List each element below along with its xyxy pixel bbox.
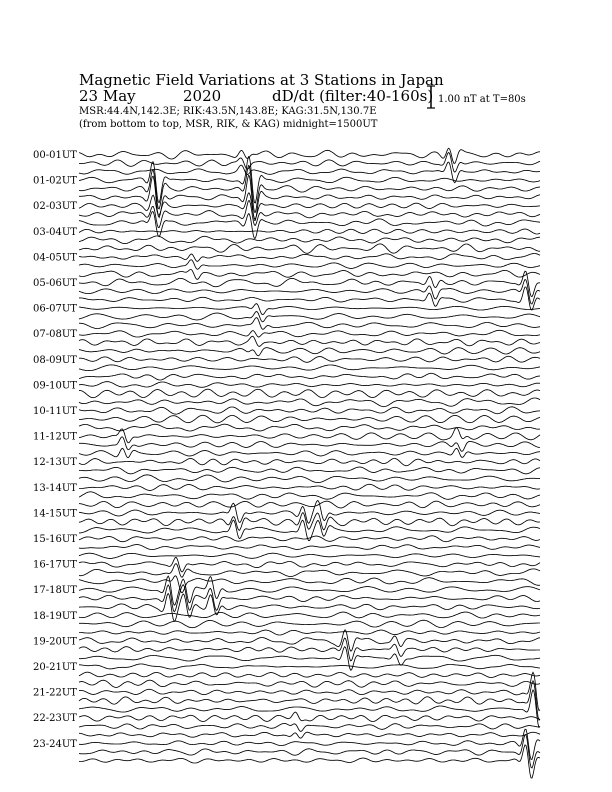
trace-msr (79, 501, 540, 508)
trace-msr (79, 373, 540, 380)
trace-kag (79, 254, 540, 262)
trace-kag (79, 484, 540, 490)
hour-label: 17-18UT (33, 585, 77, 597)
trace-rik (79, 681, 540, 720)
hour-label: 00-01UT (33, 150, 77, 161)
trace-msr (79, 398, 540, 407)
trace-kag (79, 304, 540, 315)
trace-rik (79, 545, 540, 550)
trace-msr (79, 244, 540, 253)
hour-label: 18-19UT (33, 610, 77, 622)
trace-rik (79, 585, 540, 612)
trace-group (79, 148, 540, 778)
hour-label: 21-22UT (33, 687, 77, 699)
chart-stations: MSR:44.4N,142.3E; RIK:43.5N,143.8E; KAG:31.5N,130.7E (79, 106, 377, 117)
trace-msr (79, 318, 540, 330)
trace-kag (79, 459, 540, 466)
trace-rik (79, 723, 540, 731)
trace-rik (79, 467, 540, 474)
hour-label: 05-06UT (33, 278, 77, 289)
trace-rik (79, 492, 540, 500)
scale-bar (427, 86, 526, 108)
trace-kag (79, 672, 540, 710)
chart-date: 23 May (79, 87, 136, 105)
trace-rik (79, 365, 540, 371)
trace-rik (79, 415, 540, 423)
trace-kag (79, 712, 540, 722)
hour-label: 03-04UT (33, 226, 77, 238)
trace-rik (79, 336, 540, 346)
trace-rik (79, 564, 540, 578)
trace-rik (79, 201, 540, 228)
hour-label: 19-20UT (33, 636, 77, 648)
trace-rik (79, 312, 540, 322)
trace-kag (79, 229, 540, 234)
hour-label: 20-21UT (33, 662, 77, 673)
trace-msr (79, 745, 540, 778)
trace-msr (79, 680, 540, 687)
chart-title: Magnetic Field Variations at 3 Stations in Japan (79, 71, 444, 89)
hour-label: 13-14UT (33, 482, 77, 494)
hour-label: 04-05UT (33, 252, 77, 264)
trace-kag (79, 382, 540, 388)
hour-label: 06-07UT (33, 303, 77, 315)
trace-msr (79, 732, 540, 738)
trace-msr (79, 475, 540, 483)
hour-label: 07-08UT (33, 329, 77, 341)
trace-msr (79, 270, 540, 280)
trace-msr (79, 553, 540, 558)
trace-rik (79, 437, 540, 452)
hour-label: 08-09UT (33, 354, 77, 366)
trace-msr (79, 348, 540, 356)
trace-kag (79, 356, 540, 362)
trace-kag (79, 407, 540, 414)
trace-rik (79, 620, 540, 628)
hour-label: 23-24UT (33, 738, 77, 750)
hour-label: 11-12UT (33, 431, 77, 443)
chart-year: 2020 (183, 87, 222, 105)
trace-msr (79, 630, 540, 635)
trace-msr (79, 690, 540, 727)
trace-rik (79, 672, 540, 677)
trace-kag (79, 557, 540, 572)
trace-msr (79, 424, 540, 431)
trace-msr (79, 520, 540, 541)
trace-rik (79, 236, 540, 244)
trace-kag (79, 501, 540, 524)
trace-msr (79, 448, 540, 457)
hour-label: 14-15UT (33, 508, 77, 520)
trace-rik (79, 389, 540, 398)
trace-msr (79, 287, 540, 310)
trace-kag (79, 612, 540, 618)
trace-rik (79, 735, 540, 768)
hour-labels (33, 150, 77, 750)
trace-kag (79, 664, 540, 669)
chart-quantity: dD/dt (filter:40-160s) (272, 87, 434, 105)
hour-label: 02-03UT (33, 201, 77, 213)
scale-label: 1.00 nT at T=80s (438, 94, 526, 105)
chart-order-note: (from bottom to top, MSR, RIK, & KAG) midnight=1500UT (79, 119, 378, 130)
hour-label: 22-23UT (33, 713, 77, 725)
hour-label: 12-13UT (33, 457, 77, 469)
hour-label: 01-02UT (33, 175, 77, 187)
trace-kag (79, 729, 540, 759)
hour-label: 16-17UT (33, 559, 77, 571)
hour-label: 15-16UT (33, 534, 77, 545)
hour-label: 10-11UT (33, 406, 77, 417)
trace-kag (79, 330, 540, 337)
trace-msr (79, 176, 540, 221)
trace-rik (79, 260, 540, 270)
hour-label: 09-10UT (33, 380, 77, 392)
